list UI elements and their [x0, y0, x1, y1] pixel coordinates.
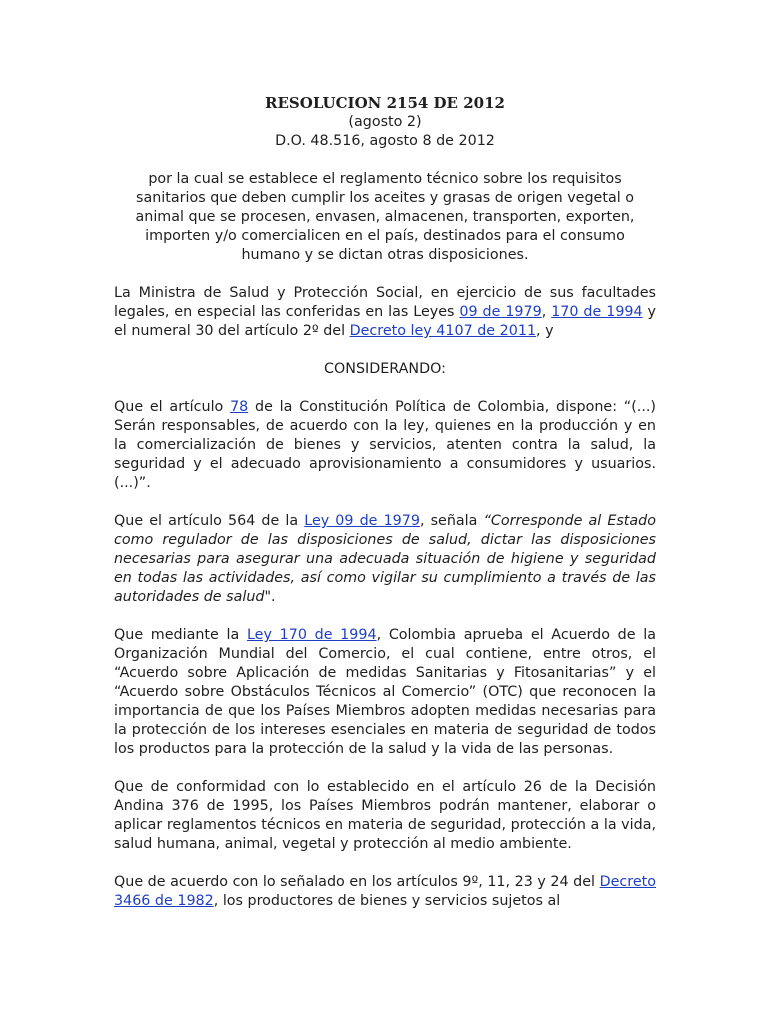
preamble-text: , y [536, 323, 554, 339]
paragraph-text: Que de acuerdo con lo señalado en los artículos 9º, 11, 23 y 24 del [114, 874, 600, 890]
link-ley-170-1994[interactable]: Ley 170 de 1994 [246, 627, 377, 643]
link-ley-09-1979[interactable]: 09 de 1979 [459, 304, 542, 320]
paragraph-text: , Colombia aprueba el Acuerdo de la Organización Mundial del Comercio, el cual contiene, entre otros, el “Acuerdo sobre Aplicación de medidas Sanitarias y Fitosanitarias” y el “Acuerdo sobre Obstáculos Técnicos al Comercio” (OTC) que reconocen la importancia de que los Países Miembros adopten medidas necesarias para la protección de los intereses esenciales en materia de seguridad de todos los productos para la protección de la salud y la vida de las personas. [114, 627, 656, 757]
considerando-heading: CONSIDERANDO: [324, 361, 446, 377]
preamble-text: , [541, 304, 552, 320]
paragraph-text: ". [264, 589, 276, 605]
official-diary-reference: D.O. 48.516, agosto 8 de 2012 [275, 133, 495, 149]
quoted-text: “Corresponde al Estado como regulador de las disposiciones de salud, dictar las disposiciones necesarias para asegurar una adecuada situación de higiene y seguridad en todas las actividades, así como vigilar su cumplimiento a través de las autoridades de salud [114, 513, 656, 605]
paragraph-text: , señala [419, 513, 484, 529]
document-header [114, 94, 656, 151]
preamble-paragraph [114, 284, 656, 341]
considerando-paragraph-2 [114, 512, 656, 607]
link-decreto-3466-1982[interactable]: Decreto 3466 de 1982 [114, 874, 656, 909]
considerando-paragraph-4 [114, 778, 656, 854]
paragraph-text: Que de conformidad con lo establecido en el artículo 26 de la Decisión Andina 376 de 1995, los Países Miembros podrán mantener, elaborar o aplicar reglamentos técnicos en materia de seguridad, protección a la vida, salud humana, animal, vegetal y protección al medio ambiente. [114, 779, 656, 852]
preamble-text: y el numeral 30 del artículo 2º del [114, 304, 656, 339]
paragraph-text: Que el artículo 564 de la [114, 513, 305, 529]
considerando-paragraph-1 [114, 398, 656, 493]
link-articulo-78[interactable]: 78 [230, 399, 249, 415]
resolution-date: (agosto 2) [348, 114, 422, 130]
link-decreto-ley-4107-2011[interactable]: Decreto ley 4107 de 2011 [349, 323, 537, 339]
considerando-paragraph-5 [114, 873, 656, 911]
paragraph-text: de la Constitución Política de Colombia, dispone: “(...) Serán responsables, de acuerdo con la ley, quienes en la producción y en la comercialización de bienes y servicios, atenten contra la salud, la seguridad y el adecuado aprovisionamiento a consumidores y usuarios. (...)”. [114, 399, 656, 491]
considerando-paragraph-3 [114, 626, 656, 759]
preamble-text: La Ministra de Salud y Protección Social, en ejercicio de sus facultades legales, en especial las conferidas en las Leyes [114, 285, 656, 320]
paragraph-text: Que el artículo [114, 399, 231, 415]
link-ley-09-1979[interactable]: Ley 09 de 1979 [304, 513, 420, 529]
link-ley-170-1994[interactable]: 170 de 1994 [551, 304, 643, 320]
document-body [114, 94, 656, 911]
paragraph-text: , los productores de bienes y servicios sujetos al [213, 893, 561, 909]
resolution-title: RESOLUCION 2154 DE 2012 [265, 94, 505, 112]
paragraph-text: Que mediante la [114, 627, 247, 643]
resolution-summary: por la cual se establece el reglamento técnico sobre los requisitos sanitarios que deben cumplir los aceites y grasas de origen vegetal o animal que se procesen, envasen, almacenen, transporten, exporten, importen y/o comercialicen en el país, destinados para el consumo humano y se dictan otras disposiciones. [135, 171, 635, 263]
